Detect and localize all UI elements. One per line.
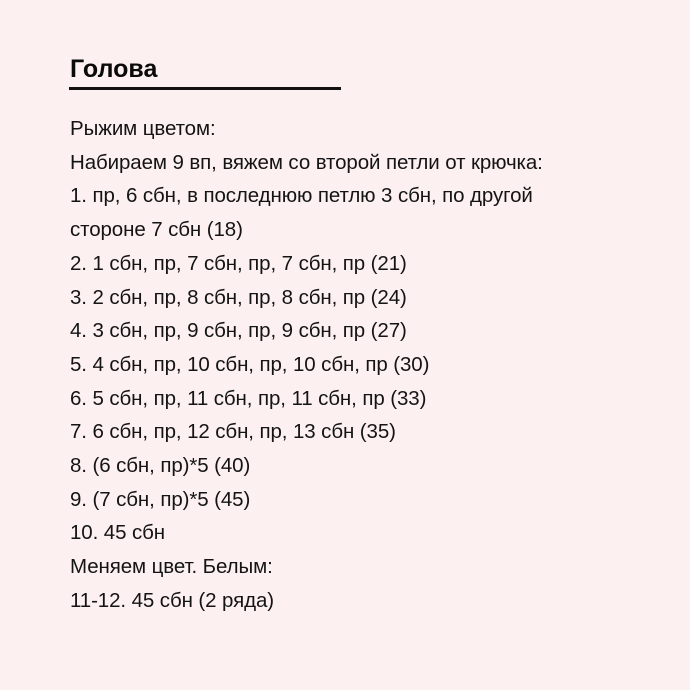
section-title: Голова: [70, 55, 158, 83]
color-instruction-orange: Рыжим цветом:: [70, 117, 216, 140]
cast-on-instruction: Набираем 9 вп, вяжем со второй петли от крючка:: [70, 150, 543, 174]
title-underline-divider: [69, 87, 341, 90]
row-9-instruction: 9. (7 сбн, пр)*5 (45): [70, 487, 251, 511]
pattern-section-head: [70, 54, 670, 612]
row-11-12-instruction: 11-12. 45 сбн (2 ряда): [70, 588, 274, 612]
pattern-instructions: [70, 112, 543, 618]
row-6-instruction: 6. 5 сбн, пр, 11 сбн, пр, 11 сбн, пр (33): [70, 386, 427, 410]
row-7-instruction: 7. 6 сбн, пр, 12 сбн, пр, 13 сбн (35): [70, 420, 396, 444]
row-2-instruction: 2. 1 сбн, пр, 7 сбн, пр, 7 сбн, пр (21): [70, 251, 407, 275]
row-8-instruction: 8. (6 сбн, пр)*5 (40): [70, 454, 251, 478]
row-5-instruction: 5. 4 сбн, пр, 10 сбн, пр, 10 сбн, пр (30): [70, 352, 430, 376]
row-4-instruction: 4. 3 сбн, пр, 9 сбн, пр, 9 сбн, пр (27): [70, 319, 407, 343]
row-10-instruction: 10. 45 сбн: [70, 521, 166, 545]
row-1-instruction: 1. пр, 6 сбн, в последнюю петлю 3 сбн, по другой: [70, 184, 533, 208]
row-1-instruction-continued: стороне 7 сбн (18): [70, 218, 243, 242]
row-3-instruction: 3. 2 сбн, пр, 8 сбн, пр, 8 сбн, пр (24): [70, 285, 407, 309]
color-change-instruction-white: Меняем цвет. Белым:: [70, 555, 273, 579]
